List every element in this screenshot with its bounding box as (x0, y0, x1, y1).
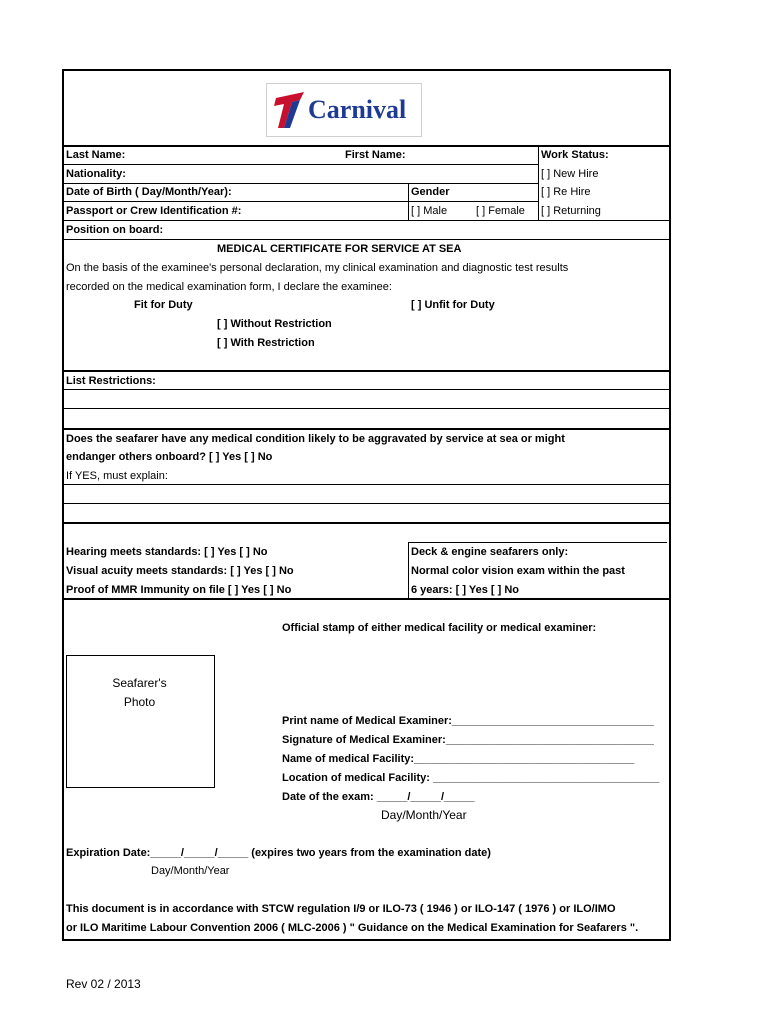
first-name-label: First Name: (345, 149, 406, 161)
gender-label: Gender (411, 186, 450, 198)
compliance-line-2: or ILO Maritime Labour Convention 2006 ( MLC-2006 ) " Guidance on the Medical Examination for Seafarers ". (66, 922, 639, 934)
rule-8 (62, 408, 669, 409)
list-restrictions-label: List Restrictions: (66, 375, 156, 387)
work-status-label: Work Status: (541, 149, 609, 161)
signature-field[interactable]: Signature of Medical Examiner:__________________________________ (282, 734, 654, 746)
photo-label-line-1: Seafarer's (112, 676, 167, 690)
condition-line-1: Does the seafarer have any medical condition likely to be aggravated by service at sea or might (66, 433, 565, 445)
female-checkbox[interactable]: [ ] Female (476, 205, 525, 217)
new-hire-checkbox[interactable]: [ ] New Hire (541, 168, 599, 180)
unfit-for-duty-checkbox[interactable]: [ ] Unfit for Duty (411, 299, 495, 311)
male-checkbox[interactable]: [ ] Male (411, 205, 448, 217)
rule-7 (62, 389, 669, 390)
returning-checkbox[interactable]: [ ] Returning (541, 205, 601, 217)
rule-5 (62, 239, 669, 240)
certificate-line-2: recorded on the medical examination form, I declare the examinee: (66, 281, 392, 293)
passport-label: Passport or Crew Identification #: (66, 205, 242, 217)
visual-standards[interactable]: Visual acuity meets standards: [ ] Yes [ ] No (66, 565, 294, 577)
explain-label: If YES, must explain: (66, 470, 168, 482)
deck-engine-title: Deck & engine seafarers only: (411, 546, 569, 558)
facility-name-field[interactable]: Name of medical Facility:____________________________________ (282, 753, 635, 765)
certificate-line-1: On the basis of the examinee's personal declaration, my clinical examination and diagnostic test results (66, 262, 569, 274)
with-restriction-checkbox[interactable]: [ ] With Restriction (217, 337, 315, 349)
re-hire-checkbox[interactable]: [ ] Re Hire (541, 186, 591, 198)
hearing-standards[interactable]: Hearing meets standards: [ ] Yes [ ] No (66, 546, 268, 558)
rule-3 (62, 201, 538, 202)
without-restriction-checkbox[interactable]: [ ] Without Restriction (217, 318, 332, 330)
seafarer-photo-box[interactable] (66, 655, 215, 788)
rule-1 (62, 164, 538, 165)
rule-6 (62, 370, 669, 372)
rule-4 (62, 220, 669, 221)
certificate-title: MEDICAL CERTIFICATE FOR SERVICE AT SEA (217, 243, 462, 255)
carnival-logo (266, 83, 422, 137)
rule-2 (62, 183, 538, 184)
last-name-label: Last Name: (66, 149, 126, 161)
nationality-label: Nationality: (66, 168, 126, 180)
col-work-status (538, 145, 539, 220)
exam-date-format: Day/Month/Year (381, 808, 467, 822)
exam-date-field[interactable]: Date of the exam: _____/_____/_____ (282, 791, 475, 803)
expiration-date-format: Day/Month/Year (151, 865, 230, 877)
rule-13 (62, 598, 669, 600)
carnival-funnel-icon (270, 88, 310, 132)
condition-line-2[interactable]: endanger others onboard? [ ] Yes [ ] No (66, 451, 273, 463)
official-stamp-label: Official stamp of either medical facility or medical examiner: (282, 622, 597, 634)
compliance-line-1: This document is in accordance with STCW regulation I/9 or ILO-73 ( 1946 ) or ILO-147 ( 1976 ) or ILO/IMO (66, 903, 616, 915)
rule-10 (62, 484, 669, 485)
print-name-field[interactable]: Print name of Medical Examiner:_________________________________ (282, 715, 654, 727)
col-deck (408, 542, 409, 598)
form-border (62, 69, 671, 941)
col-gender (408, 183, 409, 220)
color-vision-years[interactable]: 6 years: [ ] Yes [ ] No (411, 584, 520, 596)
carnival-logo-text: Carnival (308, 95, 407, 124)
rule-11 (62, 503, 669, 504)
expiration-date-field[interactable]: Expiration Date:_____/_____/_____ (expires two years from the examination date) (66, 847, 491, 859)
rule-12 (62, 522, 669, 524)
revision-label: Rev 02 / 2013 (66, 977, 141, 991)
position-label: Position on board: (66, 224, 164, 236)
mmr-immunity[interactable]: Proof of MMR Immunity on file [ ] Yes [ ] No (66, 584, 292, 596)
rule-9 (62, 428, 669, 430)
fit-for-duty: Fit for Duty (134, 299, 193, 311)
photo-label-line-2: Photo (123, 695, 156, 709)
facility-location-field[interactable]: Location of medical Facility: _____________________________________ (282, 772, 660, 784)
dob-label: Date of Birth ( Day/Month/Year): (66, 186, 232, 198)
rule-header (62, 145, 669, 147)
color-vision-line: Normal color vision exam within the past (411, 565, 625, 577)
rule-deck-top (408, 542, 667, 543)
